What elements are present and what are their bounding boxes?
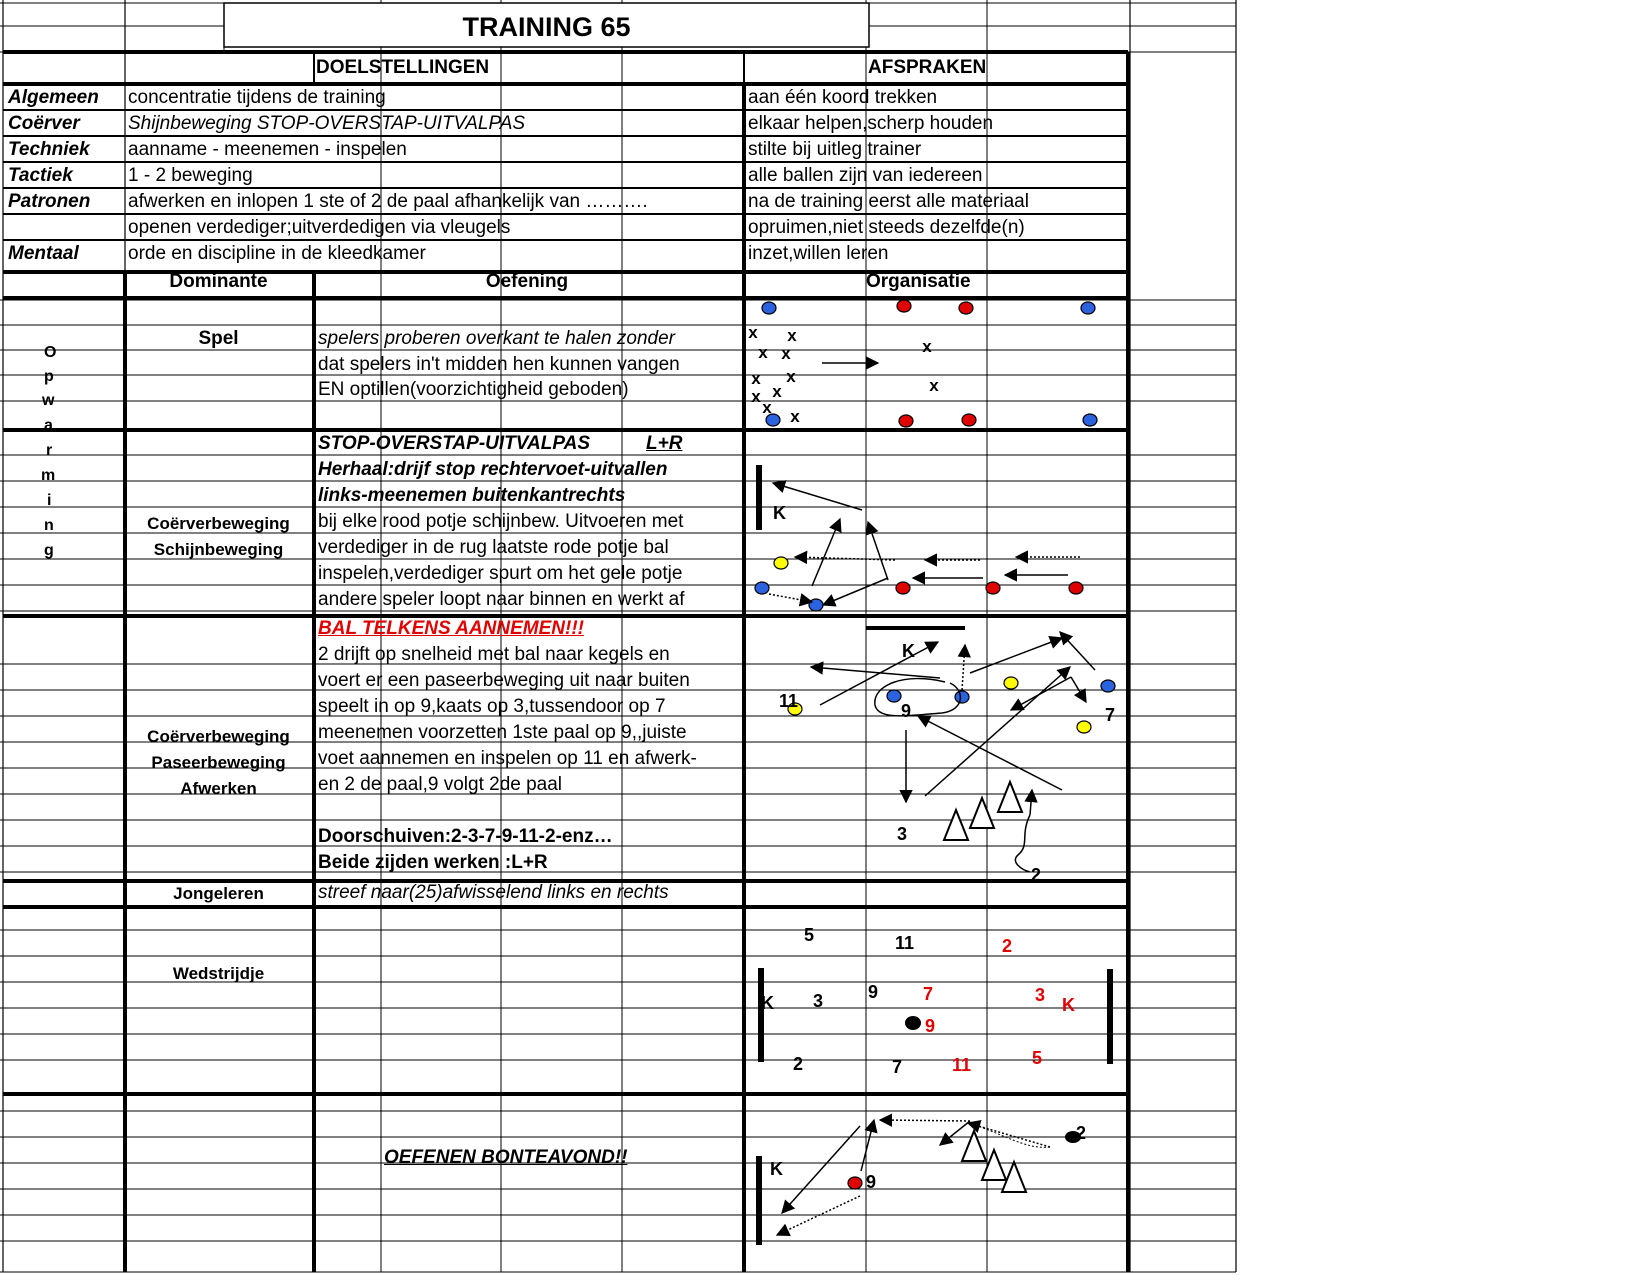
movement-arrow (868, 522, 888, 580)
category-goal: Shijnbeweging STOP-OVERSTAP-UITVALPAS (128, 113, 526, 134)
player-dot (1101, 680, 1115, 692)
afspraken-header: AFSPRAKEN (868, 57, 987, 78)
movement-arrow (918, 716, 1062, 790)
category-goal: afwerken en inlopen 1 ste of 2 de paal afhankelijk van ………. (128, 191, 648, 212)
defender-marker: x (787, 326, 797, 345)
player-number: 2 (793, 1054, 804, 1074)
warmup-letter: g (44, 542, 54, 559)
player-dot (897, 300, 911, 312)
player-dot (896, 582, 910, 594)
player-dot (962, 414, 976, 426)
organisation-diagrams (748, 300, 1115, 1245)
player-number-red: 11 (952, 1055, 972, 1075)
keeper-label: K (773, 503, 786, 523)
warmup-letter: i (47, 492, 52, 509)
exercise-line: bij elke rood potje schijnbew. Uitvoeren met (318, 511, 684, 532)
dribble-path (1015, 815, 1030, 872)
category-label: Coërver (8, 113, 80, 134)
exercise-line: Beide zijden werken :L+R (318, 852, 548, 873)
exercise-line: speelt in op 9,kaats op 3,tussendoor op 7 (318, 696, 666, 717)
player-dot (774, 557, 788, 569)
exercise-line: streef naar(25)afwisselend links en rechts (318, 882, 669, 903)
player-dot (899, 415, 913, 427)
player-number-red: 3 (1035, 985, 1046, 1005)
exercise-line: andere speler loopt naar binnen en werkt af (318, 589, 685, 610)
exercise-line: en 2 de paal,9 volgt 2de paal (318, 774, 563, 795)
keeper-label: K (902, 641, 915, 661)
keeper-label: K (770, 1159, 783, 1179)
player-dot (1069, 582, 1083, 594)
movement-arrow (970, 638, 1062, 673)
exercise-line: voert er een paseerbeweging uit naar buiten (318, 670, 690, 691)
cone-icon (962, 1131, 986, 1161)
player-number-red: 5 (1032, 1048, 1043, 1068)
exercise-line: voet aannemen en inspelen op 11 en afwerk- (318, 748, 697, 769)
exercise-line: Herhaal:drijf stop rechtervoet-uitvallen (318, 459, 668, 480)
player-dot (986, 582, 1000, 594)
defender-marker: x (922, 337, 932, 356)
warmup-letter: p (44, 368, 54, 385)
player-dot (1004, 677, 1018, 689)
player-number-red: 9 (925, 1016, 936, 1036)
keeper-label-red: K (1062, 995, 1075, 1015)
defender-marker: x (929, 376, 939, 395)
keeper-label: K (761, 993, 774, 1013)
player-dot (809, 599, 823, 611)
exercise-line: meenemen voorzetten 1ste paal op 9,,juiste (318, 722, 687, 743)
player-number: 11 (779, 691, 799, 711)
exercise-line: OEFENEN BONTEAVOND!! (384, 1147, 628, 1168)
movement-arrow (782, 1126, 860, 1213)
movement-arrow (880, 1120, 970, 1121)
player-dot (1083, 414, 1097, 426)
player-number: 3 (897, 824, 908, 844)
player-number-red: 2 (1002, 936, 1013, 956)
movement-arrow (769, 594, 812, 602)
exercise-heading: STOP-OVERSTAP-UITVALPAS (318, 433, 591, 454)
player-dot (959, 302, 973, 314)
dominante-line: Afwerken (180, 779, 257, 798)
defender-marker: x (748, 323, 758, 342)
category-goal: 1 - 2 beweging (128, 165, 253, 186)
dominante-line: Paseerbeweging (151, 753, 286, 772)
doelstellingen-header: DOELSTELLINGEN (316, 57, 490, 78)
movement-arrow (962, 645, 965, 690)
category-agreement: alle ballen zijn van iedereen (748, 165, 983, 186)
dominante-line: Schijnbeweging (153, 540, 284, 559)
player-number: 7 (892, 1057, 903, 1077)
cone-icon (970, 798, 994, 828)
exercise-line: 2 drijft op snelheid met bal naar kegels en (318, 644, 670, 665)
category-agreement: aan één koord trekken (748, 87, 938, 108)
ball-icon (905, 1016, 921, 1030)
page-title: TRAINING 65 (462, 12, 631, 42)
cone-icon (998, 782, 1022, 812)
player-dot (848, 1177, 862, 1189)
player-number: 5 (804, 925, 815, 945)
defender-marker: x (751, 369, 761, 388)
exercise-line: inspelen,verdediger spurt om het gele potje (318, 563, 683, 584)
category-goal: aanname - meenemen - inspelen (128, 139, 407, 160)
player-number: 7 (1105, 705, 1116, 725)
category-agreement: opruimen,niet steeds dezelfde(n) (748, 217, 1025, 238)
category-agreement: stilte bij uitleg trainer (748, 139, 922, 160)
defender-marker: x (781, 344, 791, 363)
player-dot (887, 690, 901, 702)
exercise-line: EN optillen(voorzichtigheid geboden) (318, 379, 629, 400)
defender-marker: x (758, 343, 768, 362)
exercise-line: verdediger in de rug laatste rode potje bal (318, 537, 669, 558)
column-header-oefening: Oefening (485, 271, 569, 292)
exercise-line: Doorschuiven:2-3-7-9-11-2-enz… (318, 826, 613, 847)
defender-marker: x (786, 367, 796, 386)
cone-icon (944, 810, 968, 840)
category-goal: orde en discipline in de kleedkamer (128, 243, 426, 264)
exercise-line: links-meenemen buitenkantrechts (318, 485, 626, 506)
dominante-line: Coërverbeweging (147, 727, 290, 746)
category-agreement: inzet,willen leren (748, 243, 889, 264)
exercise-heading-side: L+R (646, 433, 683, 454)
warmup-letter: O (44, 344, 57, 361)
defender-marker: x (751, 387, 761, 406)
column-header-organisatie: Organisatie (866, 271, 971, 292)
warmup-letter: m (41, 467, 56, 484)
category-label: Tactiek (8, 165, 73, 186)
movement-arrow (811, 667, 940, 678)
warmup-letter: n (44, 517, 54, 534)
category-label: Mentaal (8, 243, 79, 264)
player-number: 3 (813, 991, 824, 1011)
player-dot (762, 302, 776, 314)
movement-arrow (823, 578, 888, 605)
player-number: 2 (1076, 1123, 1087, 1143)
alert-text: BAL TELKENS AANNEMEN!!! (318, 618, 584, 639)
category-goal: concentratie tijdens de training (128, 87, 386, 108)
player-number: 9 (866, 1172, 877, 1192)
category-label: Techniek (8, 139, 90, 160)
cone-icon (982, 1150, 1006, 1180)
defender-marker: x (762, 398, 772, 417)
movement-arrow (812, 519, 840, 586)
exercise-line: dat spelers in't midden hen kunnen vangen (318, 354, 680, 375)
player-dot (1077, 721, 1091, 733)
category-goal: openen verdediger;uitverdedigen via vleugels (128, 217, 511, 238)
player-number: 9 (901, 701, 912, 721)
exercise-line: spelers proberen overkant te halen zonder (318, 328, 676, 349)
defender-marker: x (772, 382, 782, 401)
player-dot (955, 691, 969, 703)
category-agreement: elkaar helpen,scherp houden (748, 113, 994, 134)
player-number: 11 (895, 933, 915, 953)
player-number: 9 (868, 982, 879, 1002)
movement-arrow (940, 1121, 970, 1145)
dominante-wedstrijdje: Wedstrijdje (172, 964, 265, 983)
dominante-jongeleren: Jongeleren (173, 884, 264, 903)
player-dot (755, 582, 769, 594)
player-number: 2 (1031, 865, 1042, 885)
dominante-spel: Spel (198, 328, 239, 349)
dominante-line: Coërverbeweging (147, 514, 290, 533)
warmup-letter: a (44, 417, 53, 434)
movement-arrow (820, 642, 938, 705)
defender-marker: x (790, 407, 800, 426)
warmup-letter: w (42, 392, 55, 409)
column-header-dominante: Dominante (169, 271, 268, 292)
category-agreement: na de training eerst alle materiaal (748, 191, 1029, 212)
player-number-red: 7 (923, 984, 934, 1004)
player-dot (1081, 302, 1095, 314)
category-label: Algemeen (8, 87, 99, 108)
movement-arrow (773, 483, 862, 510)
category-label: Patronen (8, 191, 91, 212)
warmup-letter: r (46, 442, 53, 459)
